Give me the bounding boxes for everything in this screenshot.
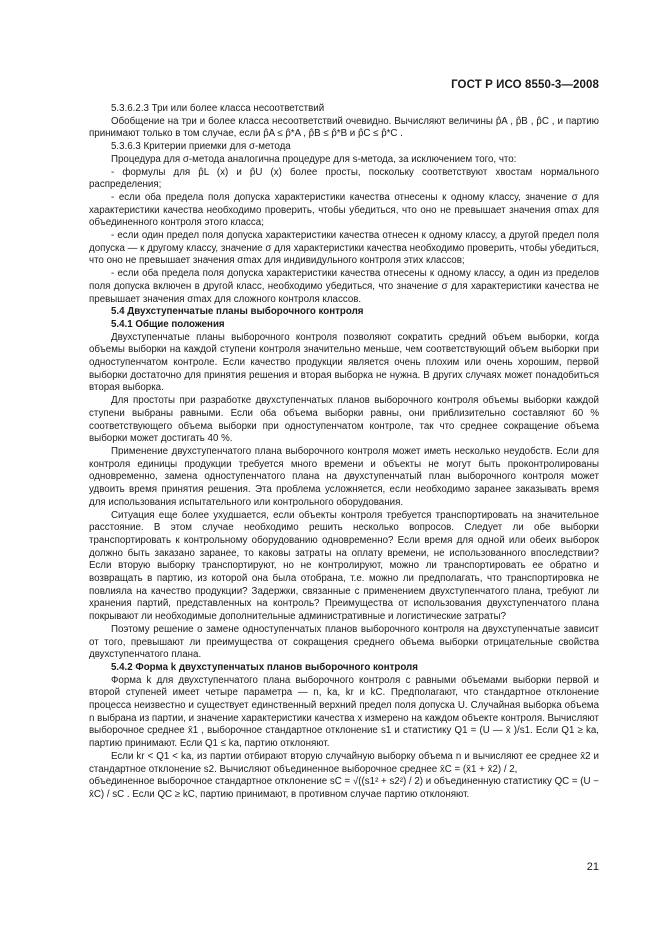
page-number: 21 — [586, 861, 599, 873]
body-paragraph: - если один предел поля допуска характеристики качества отнесен к одному классу, а другой предел поля допуска — к другому классу, значение σ для характеристики качества необходимо проверить, чтобы убедиться, что оно не превышает значения σmax для индивидульного контроля этих классов; — [89, 230, 599, 267]
body-paragraph: 5.3.6.3 Критерии приемки для σ-метода — [111, 141, 291, 153]
body-paragraph: - если оба предела поля допуска характеристики качества отнесены к одному классу, значение σ для характеристики качества необходимо проверить, чтобы убедиться, что оно не превышает значения σmax для объединенного контроля этого класса; — [89, 191, 599, 229]
body-paragraph: Для простоты при разработке двухступенчатых планов выборочного контроля объемы выборки каждой ступени выбраны равными. Если оба объема выборки равны, они приблизительно составляют 60 % соответствующего объема выборки при одноступенчатом контроле, так что среднее сокращение объема выборки может достигать 40 %. — [89, 395, 599, 445]
section-heading: 5.4 Двухступенчатые планы выборочного контроля — [111, 306, 364, 318]
body-paragraph: Процедура для σ-метода аналогична процедуре для s-метода, за исключением того, что: — [111, 153, 517, 165]
body-paragraph: Если kr < Q1 < ka, из партии отбирают вторую случайную выборку объема n и вычисляют ее среднее x̄2 и стандартное отклонение s2. Вычисляют объединенное выборочное среднее x̄C = (x̄1 + x̄2) / 2, — [89, 750, 599, 775]
body-paragraph: Форма k для двухступенчатого плана выборочного контроля с равными объемами выборки первой и второй ступеней имеет четыре параметра — n, ka, kr и kC. Предполагают, что стандартное отклонение процесса неизвестно и существует единственный верхний предел поля допуска U. Случайная выборка объема n выбрана из партии, и значение характеристики качества x измерено на каждом объекте контроля. Вычисляют выборочное среднее x̄1 , выборочное стандартное отклонение s1 и статистику Q1 = (U — x̄ )/s1. Если Q1 ≥ ka, партию принимают. Если Q1 ≤ ka, партию отклоняют. — [89, 674, 599, 750]
body-paragraph: Применение двухступенчатого плана выборочного контроля может иметь несколько неудобств. Если для контроля единицы продукции требуется много времени и объекты не могут быть проконтролированы одновременно, замена одноступенчатого плана на двухступенчатый план выборочного контроля может удвоить время принятия решения. Эта проблема усложняется, если необходимо заранее заказывать время для использования испытательного или контрольного оборудования. — [89, 445, 599, 508]
body-paragraph: Обобщение на три и более класса несоответствий очевидно. Вычисляют величины p̂A , p̂B , p̂C , и партию принимают только в том случае, если p̂A ≤ p̂*A , p̂B ≤ p̂*B и p̂C ≤ p̂*C . — [89, 115, 599, 140]
page-content — [89, 103, 599, 802]
body-paragraph: - если оба предела поля допуска характеристики качества отнесены к одному классу, а один из пределов поля допуска включен в другой класс, необходимо убедиться, что значение σ для характеристики качества не превышает значения σmax для сложного контроля классов. — [89, 268, 599, 305]
section-heading: 5.4.2 Форма k двухступенчатых планов выборочного контроля — [111, 661, 418, 673]
section-heading: 5.4.1 Общие положения — [111, 318, 225, 330]
document-header: ГОСТ Р ИСО 8550-3—2008 — [451, 79, 599, 91]
body-paragraph: объединенное выборочное стандартное отклонение sC = √((s1² + s2²) / 2) и объединенную статистику QC = (U − x̄C) / sC . Если QC ≥ kC, партию принимают, в противном случае партию отклоняют. — [89, 776, 599, 800]
body-paragraph: Двухступенчатые планы выборочного контроля позволяют сократить средний объем выборки, когда объемы выборки на каждой ступени контроля значительно меньше, чем соответствующий объем выборки при одноступенчатом контроле. Если качество продукции является очень плохим или очень хорошим, первой выборки достаточно для принятия решения и вторая выборка не нужна. В других случаях может понадобиться вторая выборка. — [89, 331, 599, 394]
body-paragraph: - формулы для p̂L (x) и p̂U (x) более просты, поскольку соответствуют хвостам нормального распределения; — [89, 166, 599, 191]
body-paragraph: 5.3.6.2.3 Три или более класса несоответствий — [111, 103, 325, 114]
body-paragraph: Поэтому решение о замене одноступенчатых планов выборочного контроля на двухступенчатые зависит от того, превышают ли преимущества от сокращения среднего объема выборки отрицательные свойства двухступенчатого плана. — [89, 623, 599, 661]
body-paragraph: Ситуация еще более ухудшается, если объекты контроля требуется транспортировать на значительное расстояние. В этом случае необходимо решить несколько вопросов. Следует ли обе выборки транспортировать к контрольному оборудованию одновременно? Если время для одной или обеих выборок должно быть заказано заранее, то каковы затраты на оплату времени, не использованного впоследствии? Если вторую выборку транспортируют, но не контролируют, можно ли транспортировать ее обратно и возвращать в партию, из которой она была отобрана, т.е. можно ли предполагать, что транспортировка не повлияла на качество продукции? Задержки, связанные с применением двухступенчатого плана, требуют ли хранения партий, представленных на контроль? Преимущества от использования двухступенчатого плана покрывают ли необходимые дополнительные административные и логистические затраты? — [89, 509, 599, 623]
